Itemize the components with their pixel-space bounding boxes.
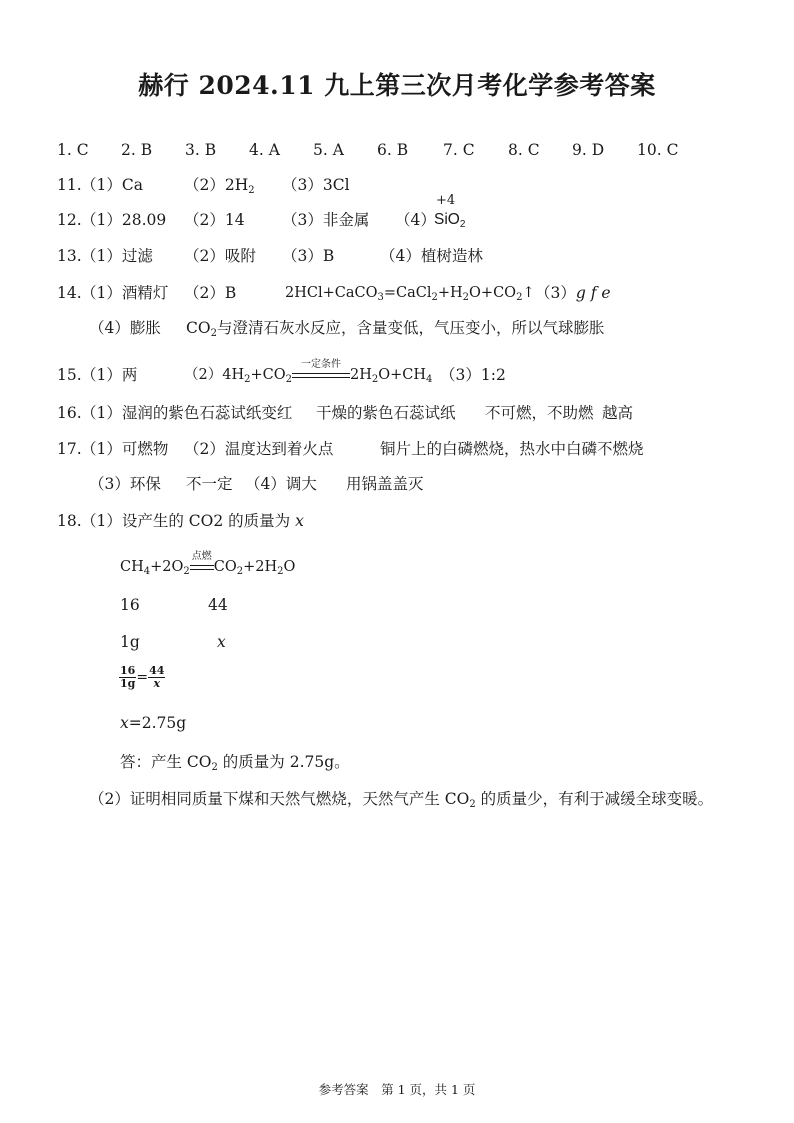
- answer-17-explanation: 铜片上的白磷燃烧，热水中白磷不燃烧: [380, 440, 644, 458]
- answer-13-part4: （4）植树造林: [380, 247, 483, 265]
- question-number: 16.: [57, 404, 82, 422]
- question-number: 18.: [57, 512, 82, 530]
- answer-9: 9. D: [572, 141, 605, 159]
- answer-14-part3: （3）g f e: [535, 284, 611, 302]
- answer-6: 6. B: [377, 141, 409, 159]
- unknown-mass: x: [217, 633, 226, 651]
- answer-3: 3. B: [185, 141, 217, 159]
- question-number: 15.: [57, 366, 82, 384]
- fraction-right: $\frac{44}{x}$: [149, 664, 165, 690]
- answer-17-part2: （2）温度达到着火点: [184, 440, 334, 458]
- reaction-condition: 点燃: [190, 557, 214, 577]
- answer-10: 10. C: [637, 141, 679, 159]
- answer-14-part1: （1）酒精灯: [81, 284, 169, 302]
- page-footer: 参考答案 第 1 页，共 1 页: [318, 1082, 476, 1097]
- reaction-condition: 一定条件: [292, 365, 350, 385]
- fraction-left: $\frac{16}{1g}$: [120, 664, 136, 690]
- answer-12-part3: （3）非金属: [282, 211, 370, 229]
- answer-14-part4: （4）膨胀: [89, 319, 161, 337]
- molar-mass-ch4: 16: [120, 596, 140, 614]
- answer-15-equation: $(2)4H_2+CO_2$ 一定条件 $2H_2O+CH_4$: [184, 359, 433, 385]
- answer-16-part3: 不可燃，不助燃: [485, 404, 594, 422]
- question-number: 17.: [57, 440, 82, 458]
- given-mass: 1g: [120, 633, 140, 651]
- answer-4: 4. A: [249, 141, 280, 159]
- question-number: 12.: [57, 211, 82, 229]
- answer-12-part1: （1）28.09: [81, 211, 167, 229]
- answer-2: 2. B: [121, 141, 153, 159]
- result: x=2.75g: [120, 714, 187, 732]
- answer-14-explanation: $CO_2$与澄清石灰水反应，含量变低，气压变小，所以气球膨胀: [186, 319, 605, 339]
- answer-14-part2: （2）B: [184, 284, 237, 302]
- answer-5: 5. A: [313, 141, 344, 159]
- answer-18-part2: （2）证明相同质量下煤和天然气燃烧，天然气产生 $CO_2$ 的质量少，有利于减缓全球变暖。: [89, 790, 714, 810]
- question-number: 11.: [57, 176, 82, 194]
- answer-12-part2: （2）14: [184, 211, 245, 229]
- answer-16-part1: （1）湿润的紫色石蕊试纸变红: [81, 404, 293, 422]
- answer-13-part3: （3）B: [282, 247, 335, 265]
- answer-11-part1: （1）Ca: [81, 176, 143, 194]
- answer-17-part3: （3）环保: [89, 475, 161, 493]
- answer-15-part1: （1）两: [81, 366, 138, 384]
- answer-8: 8. C: [508, 141, 540, 159]
- proportion: $\frac{16}{1g}$ = $\frac{44}{x}$: [120, 664, 165, 690]
- formula-sio2: SiO$_2$: [434, 211, 466, 230]
- answer-17-part4: （4）调大: [245, 475, 317, 493]
- valence-label: +4: [436, 193, 456, 208]
- answer-13-part2: （2）吸附: [184, 247, 256, 265]
- answer-16-part2: 干燥的紫色石蕊试纸: [316, 404, 456, 422]
- answer-13-part1: （1）过滤: [81, 247, 153, 265]
- answer-15-part3: （3）1:2: [440, 366, 506, 384]
- final-answer: 答：产生 $CO_2$ 的质量为 2.75g。: [120, 753, 350, 773]
- question-number: 14.: [57, 284, 82, 302]
- reaction-equation: $2HCl+CaCO_3=CaCl_2+H_2O+CO_2↑$: [285, 285, 535, 303]
- answer-12-part4: （4）: [395, 211, 436, 229]
- answer-11-part3: （3）3Cl: [282, 176, 350, 194]
- page-title: 赫行 2024.11 九上第三次月考化学参考答案: [138, 71, 656, 100]
- answer-17-part4b: 用锅盖盖灭: [346, 475, 424, 493]
- answer-11-part2: $(2)2H_2$: [184, 176, 255, 196]
- molar-mass-co2: 44: [208, 596, 228, 614]
- answer-7: 7. C: [443, 141, 475, 159]
- answer-1: 1. C: [57, 141, 89, 159]
- question-number: 13.: [57, 247, 82, 265]
- answer-16-part4: 越高: [602, 404, 634, 422]
- combustion-equation: $CH_4+2O_2$ 点燃 $CO_2+2H_2O$: [120, 551, 296, 577]
- answer-17-part1: （1）可燃物: [81, 440, 169, 458]
- answer-17-part3b: 不一定: [186, 475, 233, 493]
- answer-18-setup: （1）设产生的 CO2 的质量为 x: [81, 512, 304, 530]
